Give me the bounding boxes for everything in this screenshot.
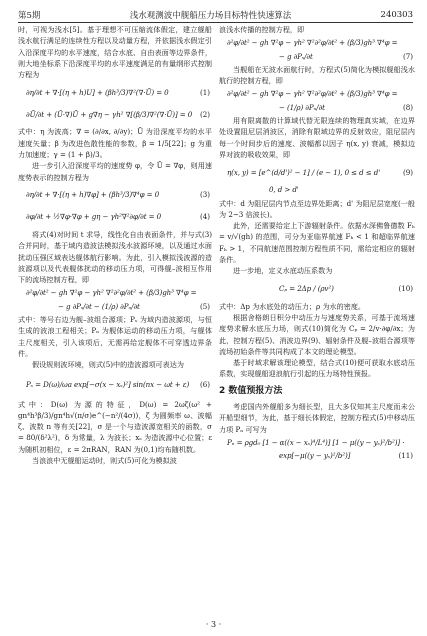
equation-number: (1) [199,87,210,97]
equation-body: ∂φ/∂t + ½∇φ·∇φ + gη − γh²∇²∂φ/∂t = 0 [26,212,162,222]
paragraph: 式中：D(ω) 为源的特征，D(ω) = 2ωζ(ω² + gn⁴h³β/3)/gn⁴h√(π/σ)e^(−n²/(4σ))，ζ 为圆频率 ω、波幅 ζ、波数 n 等有关[22]，σ 是一个与造波源宽相关的函数，σ = 80/(δ²λ²)，δ 为常量，λ 为波长；xₛ 为造波源中心位置；ε 为随机初相位，ε = 2πRAN，RAN 为(0,1)均布随机数。 [18,399,212,454]
equation-number: (6) [199,379,210,389]
paragraph: 假设规则波环境，则式(5)中的造波源项可表达为 [32,360,184,370]
equation-body: − g ∂Pₛ/∂t − (1/ρ) ∂Pₙ/∂t [58,301,140,311]
equation-number: (5) [199,301,210,311]
page-header [18,8,413,23]
equation-1 [18,82,212,102]
equation-2 [18,104,212,124]
equation-body: ∂²φ/∂t² − gh ∇²φ − γh² ∇²∂²φ/∂t² + (β/3)gh³ ∇⁴φ = [26,288,197,298]
paragraph: 式中：d 为阻尼层内节点至边界处距离；d' 为阻尼层宽度(一般为 2~3 倍波长)。 [219,198,415,219]
equation-8-line-2 [219,102,415,113]
paragraph: 此外，还需要给定上下游辐射条件。依据水深佛鲁德数 Fₕ = v/√(gh) 的范围，可分为亚临界航速 Fₕ < 1 和超临界航速 Fₕ > 1，不同航速范围控制方程性质不同，需给定相应的辐射条件。 [219,221,415,265]
equation-number: (4) [199,212,210,222]
section-heading: 2 数值预报方法 [219,385,283,396]
issue-label: 第5期 [18,11,41,21]
equation-11-line-1 [219,437,415,448]
equation-body: η(x, y) = [e^(d/d')² − 1] / (e − 1), 0 ≤ d ≤ d' [227,167,381,177]
equation-body: Cₚ = 2Δp / (ρv²) [279,283,334,293]
equation-body: exp[−μ((y − yₛ)²/b²)] [279,451,351,461]
equation-number: (7) [402,51,413,61]
paragraph: 将式(4)对时间 t 求导，线性化自由表面条件，并与式(3)合并同时，基于域内造波法模拟浅水波源环境，以及通过水面扰动压强区域表达舰体航行影响。为此，引入模拟浅波源的造波源项以及代表舰体扰动的移动压力项，可得舰–波相互作用下的流场控制方程，即 [18,229,212,285]
article-id: 240303 [380,10,413,20]
paragraph: 根据舍格朗日积分中动压力与速度势关系，可基于流场速度势求解水底压力场，则式(10)简化为 Cₚ = 2/v·∂φ/∂x；为此，控制方程(5)、消波边界(9)、辐射条件及舰–波组合源项等流场初始条件等共同构成了本文的理论模型。 [219,312,415,356]
paragraph: 当舰船在无波水面航行时，方程式(5)简化为模拟舰船浅水航行的控制方程，即 [219,64,415,86]
paragraph: 浪浅水传播的控制方程，即 [219,25,305,34]
paragraph: 基于时域求解该理论模型，结合式(10)便可获取水底动压系数，实现舰船迎浪航行引起的压力场特性预报。 [219,358,415,379]
equation-10 [219,279,415,299]
paragraph: 用有限离散的计算域代替无限连续的物理真实域，在边界处设置阻尼层消波区，消除有限域边界的反射效应，阻尼层内每一个时间步后的速度、波幅都以因子 η(x, y) 衰减，模拟边界对波的吸收效果，即 [219,116,415,159]
equation-body: Pₙ = ρgd₀ [1 − α((x − xₛ)⁴/L⁴)] [1 − μ((y − yₛ)²/b²)] · [227,437,405,447]
equation-body: ∂η/∂t + ∇·[(η + h)∇φ] + (βh³/3)∇⁴φ = 0 [26,190,160,200]
right-column [219,24,415,464]
equation-3 [18,185,212,205]
paragraph: 考虑国内外舰船多为细长型，且大多仅知其主尺度而未公开船型细节，为此，基于细长体假定，控制方程式(5)中移动压力项 Pₙ 可写为 [219,402,415,434]
equation-number: (3) [199,190,210,200]
equation-number: (8) [402,102,413,112]
equation-number: (10) [398,283,413,293]
equation-body: ∂²φ/∂t² − gh ∇²φ − γh² ∇²∂²φ/∂t² + (β/3)gh³ ∇⁴φ = [227,38,398,48]
equation-body: 0, d > d' [269,185,299,195]
equation-7-line-1 [219,37,415,48]
equation-4 [18,207,212,227]
paragraph: 进一步引入沿深度平均的速度势 φ，令 Ū = ∇φ，则用速度势表示的控制方程为 [18,161,212,182]
equation-8-line-1 [219,88,415,99]
left-column [18,24,212,466]
equation-body: ∂²φ/∂t² − gh ∇²φ − γh² ∇²∂²φ/∂t² + (β/3)gh³ ∇⁴φ = [227,89,398,99]
equation-5-line-2 [18,301,212,312]
paragraph: 式中：η 为波高；∇ = (∂/∂x, ∂/∂y)；Ū 为沿深度平均的水平速度矢量；β 为改进色散性能的参数，β = 1/5[22]；g 为重力加速度；γ = (1 + β)/3。 [18,127,212,160]
equation-body: ∂η/∂t + ∇·[(η + h)U] + (βh³/3)∇²(∇·Ū) = 0 [26,87,169,97]
running-title: 浅水观测波中舰船压力场目标特性快速算法 [129,11,292,21]
paragraph: 时，可视为浅水[5]。基于理想不可压缩流体假定，建立舰船浅水航行满足的连续性方程以及动量方程，并依据浅水假定引入沿深度平均的水平速度，结合水底、自由表面等边界条件，则大地坐标系下沿深度平均的水平速度满足的有量纲形式控制方程为 [18,25,212,80]
equation-9-line-1 [219,162,415,182]
page-number: · 3 · [205,620,222,629]
equation-number: (9) [402,167,413,177]
equation-body: ∂Ū/∂t + (Ū·∇)Ū + g∇η − γh² ∇[(β/3)∇²(∇·Ū)] = 0 [26,109,193,119]
equation-11-line-2 [219,450,415,461]
equation-body: − g ∂Pₛ/∂t [279,51,313,61]
equation-5-line-1 [18,287,212,298]
equation-9-line-2 [219,184,415,195]
equation-body: Pₛ = D(ω)/ωa exp[−σ(x − xₛ)²] sin(nx − ωt + ε) [26,379,190,389]
paragraph: 式中：Δp 为水底处的动压力；ρ 为水的密度。 [219,301,366,311]
equation-7-line-2 [219,51,415,62]
equation-number: (11) [398,451,413,461]
equation-number: (2) [199,109,210,119]
equation-6 [18,373,212,397]
equation-body: − (1/ρ) ∂Pₙ/∂t [279,102,325,112]
paragraph: 当浪浪中无舰船运动时，则式(5)可化为模拟波 [32,456,177,466]
paragraph: 进一步地，定义水底动压系数为 [233,266,333,276]
paragraph: 式中：等号右边为舰–波组合源项；Pₛ 为域内造波源项，与恒生成的波浪工程相关；Pₙ 为舰体运动的移动压力项，与舰体主尺度相关，引入该项后，无需再给定舰体不可穿透边界条件。 [18,315,212,358]
